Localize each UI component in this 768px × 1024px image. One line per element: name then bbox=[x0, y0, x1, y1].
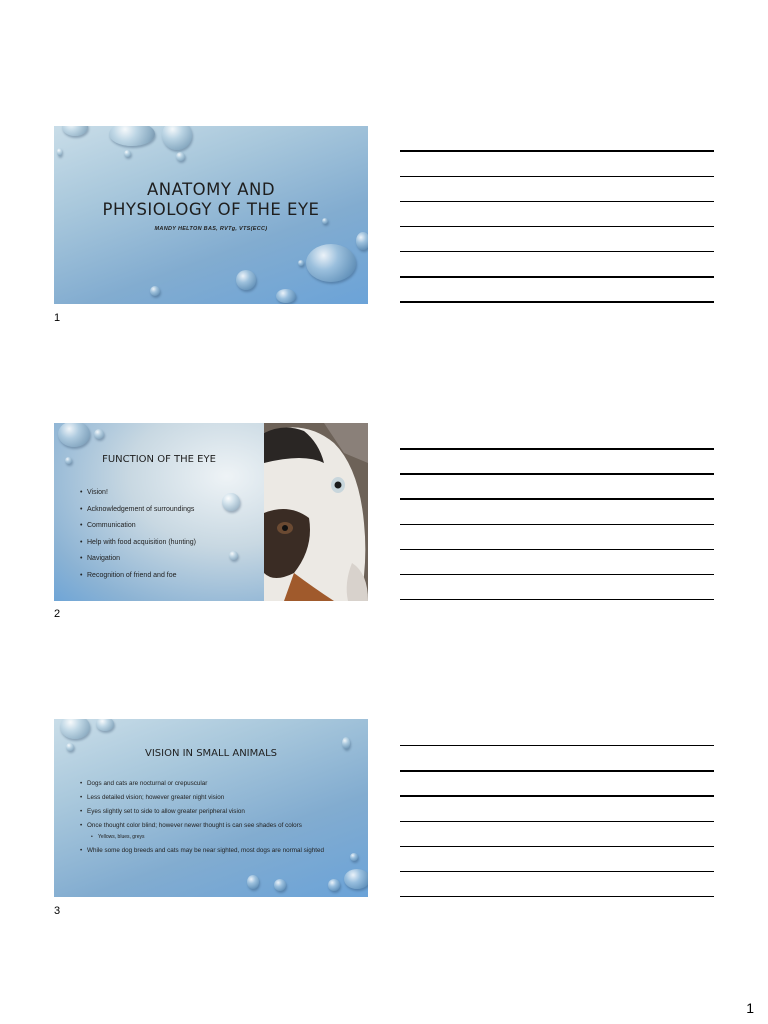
note-line bbox=[400, 524, 714, 525]
note-line bbox=[400, 745, 714, 746]
water-drop bbox=[328, 879, 340, 891]
water-drop bbox=[62, 126, 88, 136]
note-line bbox=[400, 871, 714, 872]
bullet-item: • Dogs and cats are nocturnal or crepuscular bbox=[80, 779, 340, 789]
note-line bbox=[400, 150, 714, 152]
slide-number: 3 bbox=[54, 905, 61, 917]
water-drop bbox=[274, 879, 286, 891]
page-number: 1 bbox=[746, 1000, 754, 1016]
slide-number: 1 bbox=[54, 312, 61, 324]
bullet-item: • Eyes slightly set to side to allow greater peripheral vision bbox=[80, 807, 340, 817]
slide-subtitle: MANDY HELTON BAS, RVTg, VTS(ECC) bbox=[154, 226, 268, 232]
dog-photo bbox=[264, 423, 368, 601]
water-drop bbox=[176, 152, 185, 161]
water-drop bbox=[356, 232, 368, 250]
note-line bbox=[400, 176, 714, 177]
bullet-item: • While some dog breeds and cats may be near sighted, most dogs are normal sighted bbox=[80, 846, 340, 856]
water-drop bbox=[344, 869, 368, 889]
note-line bbox=[400, 201, 714, 202]
slide-title bbox=[54, 180, 368, 220]
bullet-item: • Recognition of friend and foe bbox=[80, 570, 196, 581]
note-line bbox=[400, 473, 714, 475]
water-drop bbox=[298, 260, 304, 266]
bullet-item: • Help with food acquisition (hunting) bbox=[80, 537, 196, 548]
note-line bbox=[400, 549, 714, 550]
water-drop bbox=[229, 551, 238, 560]
slide-title-line-1: ANATOMY AND bbox=[146, 180, 276, 199]
bullet-item: • Communication bbox=[80, 520, 196, 531]
bullet-list bbox=[80, 779, 340, 860]
bullet-list bbox=[80, 487, 196, 587]
water-drop bbox=[306, 244, 356, 282]
note-line bbox=[400, 795, 714, 797]
note-line bbox=[400, 276, 714, 278]
note-line bbox=[400, 770, 714, 772]
water-drop bbox=[57, 148, 62, 156]
water-drop bbox=[150, 286, 160, 296]
sub-bullet-item: • Yellows, blues, greys bbox=[80, 833, 340, 842]
note-line bbox=[400, 251, 714, 252]
bullet-item: • Vision! bbox=[80, 487, 196, 498]
slide-title-line-2: PHYSIOLOGY OF THE EYE bbox=[102, 200, 320, 219]
bullet-item: • Once thought color blind; however newer thought is can see shades of colors bbox=[80, 821, 340, 831]
water-drop bbox=[350, 853, 358, 861]
note-line bbox=[400, 498, 714, 500]
bullet-item: • Acknowledgement of surroundings bbox=[80, 504, 196, 515]
water-drop bbox=[96, 719, 114, 731]
slide-title: FUNCTION OF THE EYE bbox=[102, 454, 216, 465]
water-drop bbox=[162, 126, 192, 150]
slide-title: VISION IN SMALL ANIMALS bbox=[144, 748, 278, 759]
note-line bbox=[400, 821, 714, 822]
dog-face-illustration bbox=[264, 423, 368, 601]
note-line bbox=[400, 301, 714, 303]
water-drop bbox=[124, 150, 131, 157]
slide-1 bbox=[54, 126, 368, 304]
bullet-item: • Navigation bbox=[80, 553, 196, 564]
water-drop bbox=[236, 270, 256, 290]
water-drop bbox=[109, 126, 155, 146]
note-line bbox=[400, 846, 714, 847]
slide-3 bbox=[54, 719, 368, 897]
water-drop bbox=[222, 493, 240, 511]
slide-2 bbox=[54, 423, 368, 601]
note-line bbox=[400, 448, 714, 450]
water-drop bbox=[58, 423, 90, 447]
bullet-item: • Less detailed vision; however greater night vision bbox=[80, 793, 340, 803]
water-drop bbox=[247, 875, 259, 889]
water-drop bbox=[276, 289, 296, 303]
note-line bbox=[400, 599, 714, 600]
slide-number: 2 bbox=[54, 608, 61, 620]
note-line bbox=[400, 226, 714, 227]
note-line bbox=[400, 574, 714, 575]
water-drop bbox=[94, 429, 104, 439]
water-drop bbox=[60, 719, 90, 739]
note-line bbox=[400, 896, 714, 897]
